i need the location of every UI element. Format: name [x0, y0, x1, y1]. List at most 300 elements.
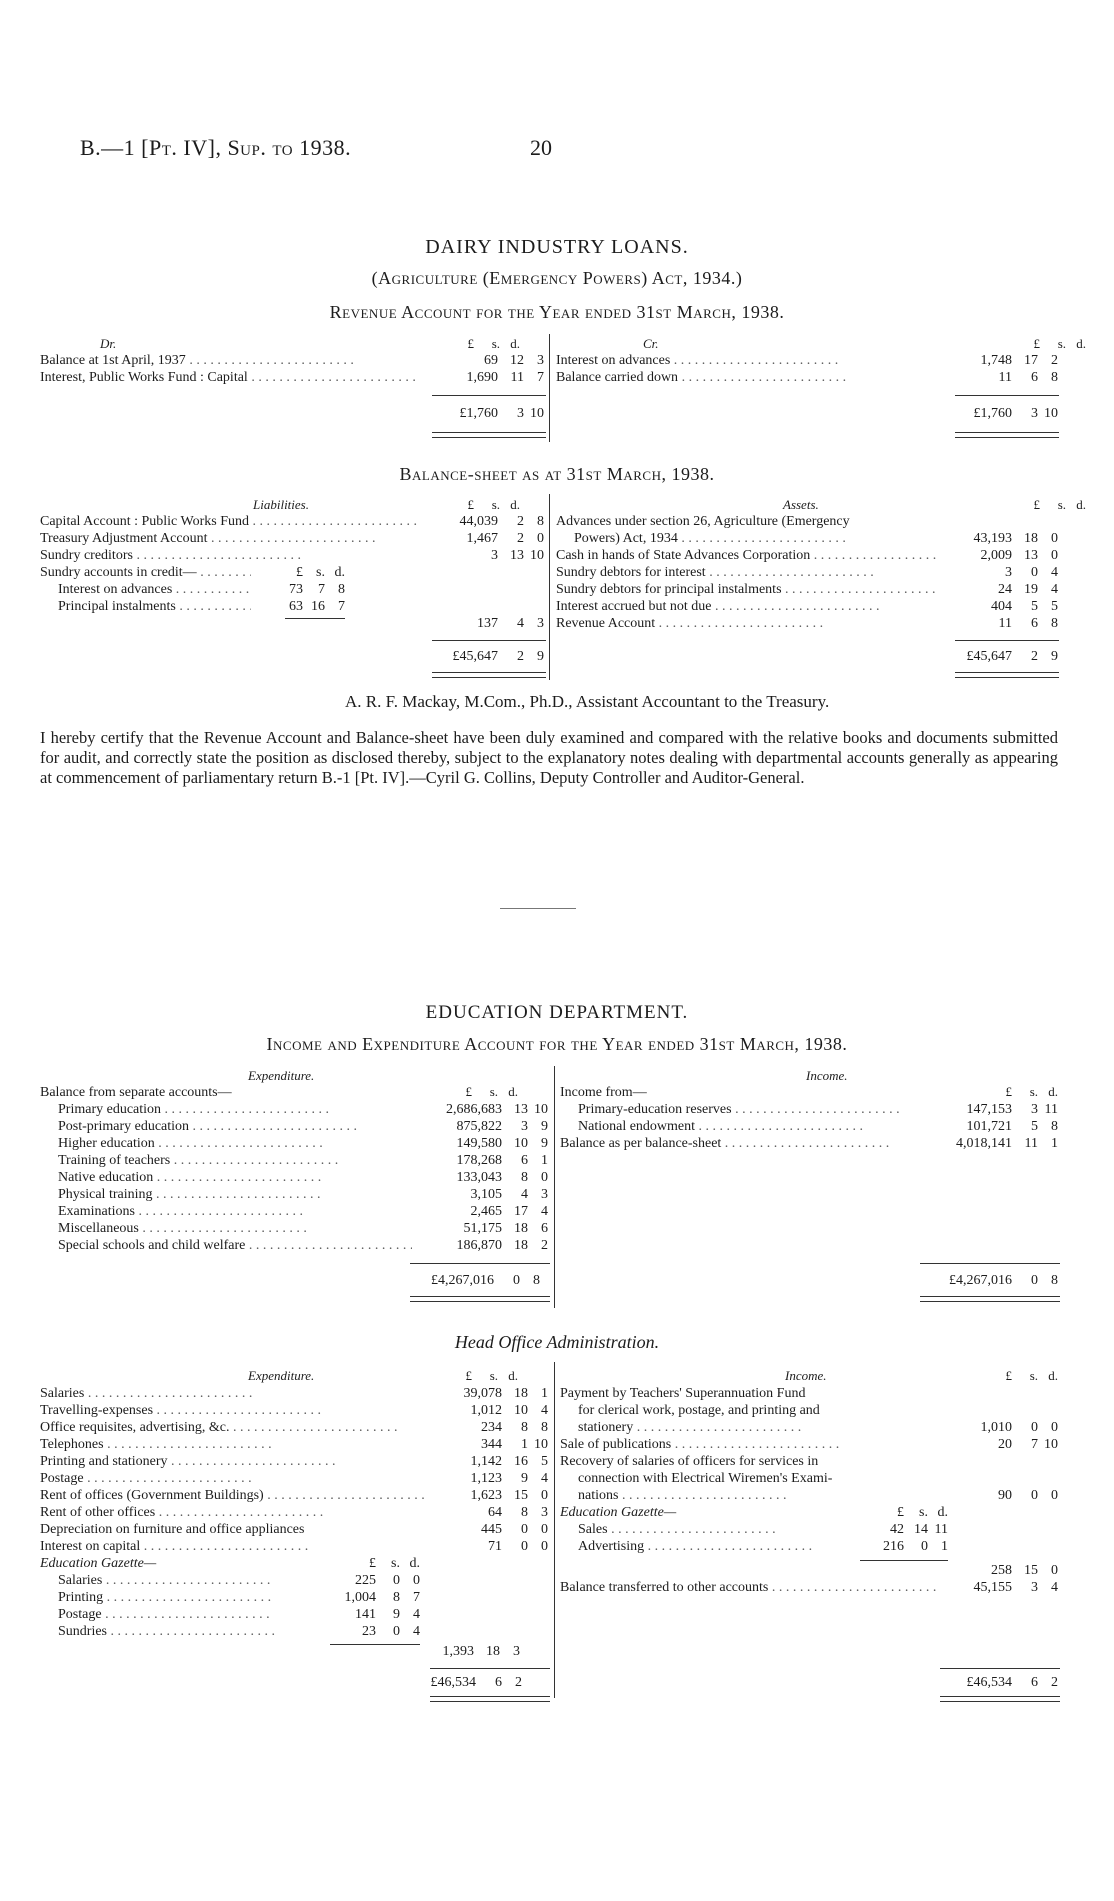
pounds: 1,012 — [470, 1403, 502, 1418]
pounds: 63 — [289, 599, 303, 614]
pounds: 1,748 — [980, 353, 1012, 368]
shillings: 2 — [517, 531, 524, 546]
pence: 0 — [537, 531, 544, 546]
ho-income-row — [578, 1470, 918, 1487]
shillings: 6 — [521, 1153, 528, 1168]
pence: 3 — [541, 1187, 548, 1202]
total-pounds: £1,760 — [973, 406, 1012, 421]
pounds: 147,153 — [966, 1102, 1012, 1117]
shilling-header: s. — [919, 1505, 928, 1520]
rule — [410, 1263, 550, 1264]
pence: 4 — [413, 1607, 420, 1622]
pound-header: £ — [296, 565, 303, 580]
shillings: 10 — [514, 1136, 528, 1151]
total-pounds: £1,760 — [459, 406, 498, 421]
total-shillings: 2 — [1031, 649, 1038, 664]
rule — [430, 1668, 550, 1669]
expenditure-row — [58, 1118, 548, 1135]
head-office-divider — [554, 1362, 555, 1698]
pounds: 1,123 — [470, 1471, 502, 1486]
shilling-header: s. — [1029, 1368, 1038, 1383]
pence: 2 — [1051, 353, 1058, 368]
total-pence: 10 — [1044, 406, 1058, 421]
balance-sheet-divider — [549, 494, 550, 680]
shillings: 1 — [521, 1437, 528, 1452]
row-label: Post-primary education . . — [58, 1118, 412, 1135]
pence: 8 — [338, 582, 345, 597]
shillings: 3 — [1031, 1580, 1038, 1595]
row-label: Examinations . . — [58, 1203, 412, 1220]
shillings: 18 — [1024, 531, 1038, 546]
pounds: 45,155 — [973, 1580, 1012, 1595]
pence: 8 — [537, 514, 544, 529]
total-pounds: £46,534 — [430, 1675, 476, 1690]
total-pounds: £45,647 — [452, 649, 498, 664]
pounds: 149,580 — [456, 1136, 502, 1151]
shilling-header: s. — [1057, 336, 1066, 351]
total-pence: 2 — [515, 1675, 522, 1690]
pence: 4 — [1051, 1580, 1058, 1595]
pence: 3 — [537, 353, 544, 368]
assets-total — [938, 648, 1058, 665]
row-label: nations . . — [578, 1487, 966, 1504]
pence: 5 — [1051, 599, 1058, 614]
pounds: 445 — [481, 1522, 502, 1537]
pound-header: £ — [1005, 1084, 1012, 1099]
dairy-title: DAIRY INDUSTRY LOANS. — [425, 236, 689, 258]
row-label: Treasury Adjustment Account . . — [40, 530, 424, 547]
row-label: Interest accrued but not due . . — [556, 598, 938, 615]
row-label: Education Gazette— — [40, 1556, 157, 1571]
row-label: Depreciation on furniture and office appliances — [40, 1522, 305, 1537]
pence-header: d. — [937, 1505, 948, 1520]
asset-row — [556, 581, 1058, 598]
row-label: Sale of publications . . — [560, 1436, 966, 1453]
asset-row — [556, 564, 1058, 581]
total-shillings: 2 — [517, 649, 524, 664]
ho-expenditure-row — [40, 1402, 548, 1419]
pounds: 101,721 — [966, 1119, 1012, 1134]
rule — [920, 1263, 1060, 1264]
education-heading: Income and Expenditure Account for the Year ended 31st March, 1938. — [266, 1034, 848, 1054]
double-rule — [955, 672, 1059, 678]
pence: 1 — [941, 1539, 948, 1554]
total-pounds: £4,267,016 — [431, 1273, 494, 1288]
pounds: 44,039 — [459, 514, 498, 529]
shillings: 18 — [514, 1238, 528, 1253]
pence: 7 — [413, 1590, 420, 1605]
revenue-heading: Revenue Account for the Year ended 31st March, 1938. — [329, 302, 785, 322]
pence: 8 — [541, 1420, 548, 1435]
shillings: 8 — [393, 1590, 400, 1605]
running-header — [80, 135, 351, 161]
shillings: 0 — [521, 1539, 528, 1554]
rule — [955, 395, 1059, 396]
pence-header: d. — [1076, 336, 1086, 351]
pound-header: £ — [465, 1084, 472, 1099]
liability-subrow — [58, 598, 345, 615]
head-office-heading: Head Office Administration. — [454, 1332, 660, 1352]
asset-row — [574, 530, 1058, 547]
dairy-subtitle: (Agriculture (Emergency Powers) Act, 1934.) — [371, 268, 743, 288]
total-pence: 10 — [530, 406, 544, 421]
total-pounds: £46,534 — [966, 1675, 1012, 1690]
pence: 5 — [541, 1454, 548, 1469]
pound-header: £ — [465, 1368, 472, 1383]
revenue-credit-row — [556, 352, 1058, 369]
total-shillings: 3 — [1031, 406, 1038, 421]
bs-currency-left — [400, 497, 520, 513]
ho-expenditure-row — [40, 1521, 548, 1538]
pound-header: £ — [467, 497, 474, 512]
pound-header: £ — [369, 1556, 376, 1571]
pence: 8 — [1051, 1119, 1058, 1134]
row-label: Interest on capital . . — [40, 1538, 428, 1555]
shillings: 18 — [486, 1644, 500, 1659]
total-shillings: 0 — [513, 1273, 520, 1288]
row-label: Cash in hands of State Advances Corporation . . — [556, 547, 938, 564]
total-pence: 9 — [1051, 649, 1058, 664]
shillings: 8 — [521, 1170, 528, 1185]
row-label: Higher education . . — [58, 1135, 412, 1152]
shilling-header: s. — [1029, 1084, 1038, 1099]
shillings: 13 — [510, 548, 524, 563]
rule — [940, 1668, 1060, 1669]
ho-expenditure-row — [40, 1538, 548, 1555]
pence-header: d. — [1048, 1084, 1058, 1099]
pence: 7 — [537, 370, 544, 385]
pence: 0 — [1051, 1488, 1058, 1503]
pounds: 90 — [998, 1488, 1012, 1503]
pounds: 4,018,141 — [956, 1136, 1012, 1151]
revenue-currency-left — [400, 336, 520, 352]
row-label: Rent of other offices . . — [40, 1504, 428, 1521]
pounds: 234 — [481, 1420, 502, 1435]
pence-header: d. — [334, 565, 345, 580]
pence: 4 — [541, 1471, 548, 1486]
gazette-exp-total — [428, 1643, 520, 1660]
row-label: Printing . . — [58, 1589, 318, 1606]
ho-expenditure-row — [40, 1436, 548, 1453]
shillings: 4 — [517, 616, 524, 631]
pounds: 73 — [289, 582, 303, 597]
shilling-header: s. — [491, 336, 500, 351]
shillings: 9 — [393, 1607, 400, 1622]
education-divider — [554, 1066, 555, 1308]
shilling-header: s. — [489, 1368, 498, 1383]
pence: 0 — [1051, 1563, 1058, 1578]
expenditure-row — [58, 1152, 548, 1169]
education-title: EDUCATION DEPARTMENT. — [425, 1002, 689, 1023]
liabilities-label: Liabilities. — [253, 497, 309, 512]
row-label: stationery . . — [578, 1419, 966, 1436]
ho-currency-right — [976, 1368, 1058, 1384]
row-label: Advertising . . — [578, 1538, 864, 1555]
row-label: for clerical work, postage, and printing and — [578, 1403, 820, 1418]
row-label: Revenue Account . . — [556, 615, 938, 632]
pence: 10 — [534, 1437, 548, 1452]
shilling-header: s. — [1057, 497, 1066, 512]
sundry-total — [424, 615, 544, 632]
gazette-exp-row — [58, 1589, 420, 1606]
row-label: Sundry accounts in credit— . . — [40, 564, 251, 581]
row-label: Sundry debtors for principal instalments . . — [556, 581, 938, 598]
pounds: 1,467 — [466, 531, 498, 546]
pence: 11 — [934, 1522, 948, 1537]
revenue-currency-right — [974, 336, 1086, 352]
shillings: 17 — [514, 1204, 528, 1219]
gazette-exp-row — [58, 1572, 420, 1589]
pence: 0 — [1051, 531, 1058, 546]
rule — [860, 1560, 948, 1561]
pounds: 216 — [883, 1539, 904, 1554]
shillings: 3 — [1031, 1102, 1038, 1117]
pence: 1 — [1051, 1136, 1058, 1151]
income-row — [578, 1118, 1058, 1135]
row-label: connection with Electrical Wiremen's Exami- — [578, 1471, 833, 1486]
liability-row — [40, 564, 345, 581]
liability-row — [40, 530, 544, 547]
total-shillings: 6 — [495, 1675, 502, 1690]
row-label: Sundry debtors for interest . . — [556, 564, 938, 581]
pounds: 137 — [477, 616, 498, 631]
pounds: 1,393 — [442, 1644, 474, 1659]
ho-income-row — [578, 1402, 918, 1419]
row-label: Postage . . — [40, 1470, 428, 1487]
income-intro — [560, 1084, 860, 1101]
expenditure-row — [58, 1220, 548, 1237]
dr-label: Dr. — [100, 336, 117, 351]
shillings: 18 — [514, 1221, 528, 1236]
pounds: 24 — [998, 582, 1012, 597]
revenue-total-right — [938, 405, 1058, 422]
education-total-exp — [404, 1272, 540, 1289]
shillings: 5 — [1031, 1119, 1038, 1134]
expenditure-row — [58, 1186, 548, 1203]
pounds: 64 — [488, 1505, 502, 1520]
ho-income-row — [578, 1419, 1058, 1436]
pounds: 178,268 — [456, 1153, 502, 1168]
pound-header: £ — [467, 336, 474, 351]
double-rule — [430, 1696, 550, 1702]
pounds: 23 — [362, 1624, 376, 1639]
total-pounds: £45,647 — [966, 649, 1012, 664]
rule — [285, 618, 345, 619]
gazette-inc-row — [578, 1538, 948, 1555]
pence-header: d. — [508, 1084, 518, 1099]
balance-sheet-heading: Balance-sheet as at 31st March, 1938. — [399, 464, 715, 484]
pence: 0 — [541, 1170, 548, 1185]
ho-total-inc — [958, 1674, 1058, 1691]
pence: 4 — [541, 1204, 548, 1219]
row-label: National endowment . . — [578, 1118, 922, 1135]
row-label: Special schools and child welfare . . — [58, 1237, 412, 1254]
pence: 3 — [541, 1505, 548, 1520]
gazette-inc-total — [966, 1562, 1058, 1579]
row-label: Interest on advances . . — [58, 581, 251, 598]
shillings: 6 — [1031, 616, 1038, 631]
edu-currency-left — [382, 1084, 518, 1100]
pounds: 20 — [998, 1437, 1012, 1452]
pence-header: d. — [508, 1368, 518, 1383]
row-label: Powers) Act, 1934 . . — [574, 530, 938, 547]
pounds: 43,193 — [973, 531, 1012, 546]
shilling-header: s. — [489, 1084, 498, 1099]
shillings: 14 — [914, 1522, 928, 1537]
pence-header: d. — [510, 336, 520, 351]
pounds: 258 — [991, 1563, 1012, 1578]
pence: 3 — [513, 1644, 520, 1659]
expenditure-label: Expenditure. — [248, 1068, 315, 1083]
pence: 3 — [537, 616, 544, 631]
assets-label: Assets. — [783, 497, 819, 512]
ho-income-row — [578, 1487, 1058, 1504]
shillings: 8 — [521, 1420, 528, 1435]
pence: 9 — [541, 1119, 548, 1134]
pound-header: £ — [1033, 336, 1040, 351]
pence: 8 — [1051, 616, 1058, 631]
expenditure-row — [58, 1169, 548, 1186]
row-label: Balance transferred to other accounts . . — [560, 1579, 966, 1596]
row-label: Sundries . . — [58, 1623, 318, 1640]
pence: 10 — [530, 548, 544, 563]
row-label: Rent of offices (Government Buildings) . . — [40, 1487, 428, 1504]
shillings: 16 — [311, 599, 325, 614]
shilling-header: s. — [491, 497, 500, 512]
expenditure-row — [58, 1203, 548, 1220]
total-shillings: 0 — [1031, 1273, 1038, 1288]
shillings: 0 — [1031, 1488, 1038, 1503]
pence: 0 — [541, 1488, 548, 1503]
total-pounds: £4,267,016 — [949, 1273, 1012, 1288]
shillings: 17 — [1024, 353, 1038, 368]
pounds: 3 — [1005, 565, 1012, 580]
shillings: 7 — [318, 582, 325, 597]
row-label: Balance at 1st April, 1937 . . — [40, 352, 424, 369]
shillings: 0 — [393, 1624, 400, 1639]
row-label: Recovery of salaries of officers for services in — [560, 1454, 819, 1469]
shilling-header: s. — [391, 1556, 400, 1571]
pence: 6 — [541, 1221, 548, 1236]
row-label: Primary education . . — [58, 1101, 412, 1118]
pence: 0 — [541, 1539, 548, 1554]
row-label: Income from— — [560, 1085, 647, 1100]
edu-currency-right — [946, 1084, 1058, 1100]
row-label: Balance as per balance-sheet . . — [560, 1135, 922, 1152]
pence: 0 — [1051, 1420, 1058, 1435]
ho-expenditure-row — [40, 1419, 548, 1436]
row-label: Postage . . — [58, 1606, 318, 1623]
liability-row — [40, 513, 544, 530]
shillings: 6 — [1031, 370, 1038, 385]
double-rule — [940, 1696, 1060, 1702]
revenue-debit-row — [40, 369, 544, 386]
income-row — [560, 1135, 1058, 1152]
pounds: 2,009 — [980, 548, 1012, 563]
pence: 9 — [541, 1136, 548, 1151]
rule — [432, 640, 546, 641]
gazette-exp-header — [40, 1555, 420, 1572]
pounds: 1,004 — [344, 1590, 376, 1605]
cr-label: Cr. — [643, 336, 659, 351]
row-label: Sales . . — [578, 1521, 864, 1538]
gazette-exp-row — [58, 1623, 420, 1640]
pence-header: d. — [409, 1556, 420, 1571]
liability-subrow — [58, 581, 345, 598]
shillings: 18 — [514, 1386, 528, 1401]
pence: 1 — [541, 1386, 548, 1401]
ho-expenditure-row — [40, 1504, 548, 1521]
shillings: 7 — [1031, 1437, 1038, 1452]
revenue-debit-row — [40, 352, 544, 369]
row-label: Office requisites, advertising, &c. . . — [40, 1419, 428, 1436]
row-label: Physical training . . — [58, 1186, 412, 1203]
rule — [432, 395, 546, 396]
income-row — [578, 1101, 1058, 1118]
shillings: 16 — [514, 1454, 528, 1469]
pence: 2 — [541, 1238, 548, 1253]
pence: 0 — [541, 1522, 548, 1537]
gazette-inc-row — [578, 1521, 948, 1538]
pounds: 1,010 — [980, 1420, 1012, 1435]
pence: 0 — [1051, 548, 1058, 563]
shillings: 11 — [510, 370, 524, 385]
ho-income-row — [560, 1436, 1058, 1453]
pounds: 11 — [998, 616, 1012, 631]
bs-currency-right — [974, 497, 1086, 513]
shillings: 3 — [521, 1119, 528, 1134]
revenue-credit-row — [556, 369, 1058, 386]
row-label: Capital Account : Public Works Fund . . — [40, 513, 424, 530]
expenditure-row — [58, 1101, 548, 1118]
asset-row — [556, 547, 1058, 564]
ho-income-label: Income. — [785, 1368, 827, 1383]
pence: 4 — [1051, 565, 1058, 580]
row-label: Salaries . . — [40, 1385, 428, 1402]
double-rule — [432, 432, 546, 438]
shillings: 5 — [1031, 599, 1038, 614]
ho-expenditure-row — [40, 1385, 548, 1402]
total-pence: 9 — [537, 649, 544, 664]
gazette-exp-row — [58, 1606, 420, 1623]
pounds: 186,870 — [456, 1238, 502, 1253]
liability-row — [40, 547, 544, 564]
pence-header: d. — [510, 497, 520, 512]
rule — [955, 640, 1059, 641]
report-reference: B.—1 [Pt. IV], Sup. to 1938. — [80, 135, 352, 160]
row-label: Principal instalments . . — [58, 598, 251, 615]
pounds: 69 — [484, 353, 498, 368]
row-label: Printing and stationery . . — [40, 1453, 428, 1470]
row-label: Interest on advances . . — [556, 352, 938, 369]
pounds: 2,686,683 — [446, 1102, 502, 1117]
expenditure-row — [58, 1135, 548, 1152]
shillings: 8 — [521, 1505, 528, 1520]
pounds: 39,078 — [463, 1386, 502, 1401]
pounds: 3,105 — [470, 1187, 502, 1202]
double-rule — [410, 1296, 550, 1302]
rule — [330, 1644, 420, 1645]
ho-income-row — [560, 1579, 1058, 1596]
pounds: 141 — [355, 1607, 376, 1622]
income-label: Income. — [806, 1068, 848, 1083]
row-label: Education Gazette— — [560, 1505, 677, 1520]
row-label: Payment by Teachers' Superannuation Fund — [560, 1386, 806, 1401]
shillings: 2 — [517, 514, 524, 529]
pound-header: £ — [1005, 1368, 1012, 1383]
shillings: 19 — [1024, 582, 1038, 597]
row-label: Training of teachers . . — [58, 1152, 412, 1169]
